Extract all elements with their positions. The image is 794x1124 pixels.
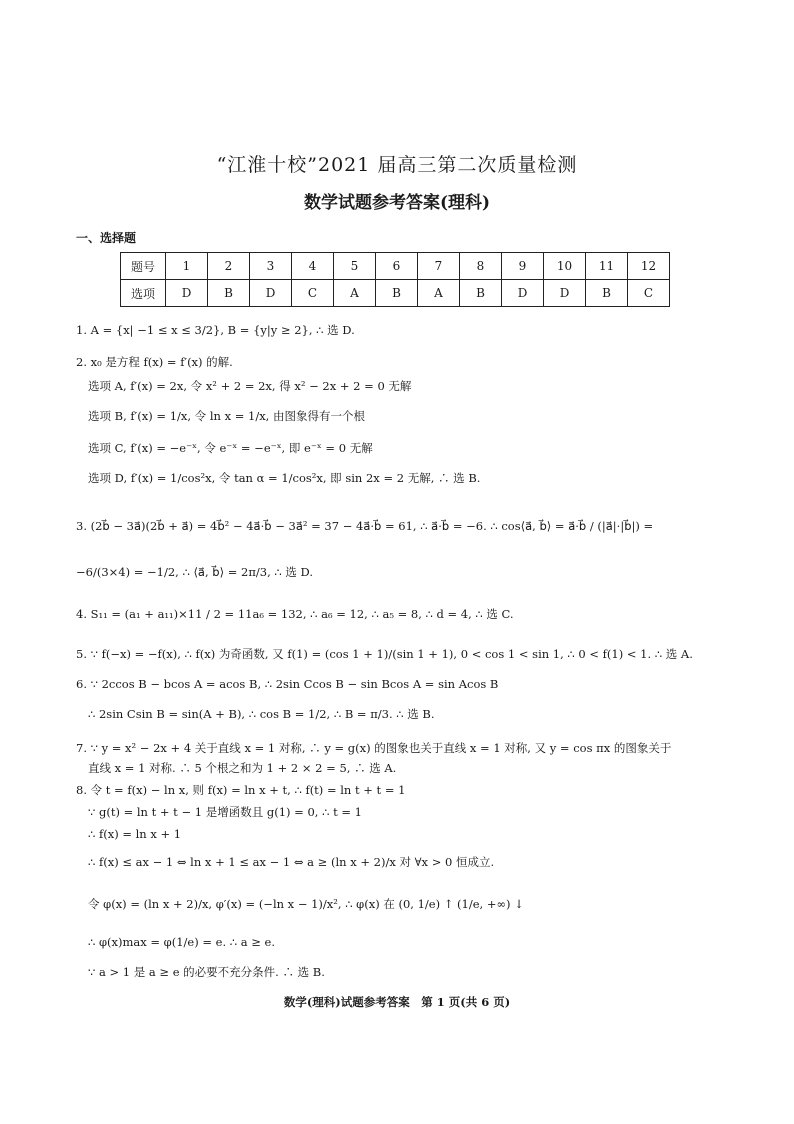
solution-line-2: 2. x₀ 是方程 f(x) = f′(x) 的解. bbox=[76, 355, 233, 369]
answer-cell: D bbox=[250, 280, 292, 307]
answer-cell: B bbox=[460, 280, 502, 307]
answer-cell: C bbox=[292, 280, 334, 307]
question-number: 8 bbox=[460, 253, 502, 280]
question-number: 1 bbox=[166, 253, 208, 280]
solution-line-8b: ∵ g(t) = ln t + t − 1 是增函数且 g(1) = 0, ∴ t = 1 bbox=[88, 805, 362, 819]
solution-line-2b: 选项 B, f′(x) = 1/x, 令 ln x = 1/x, 由图象得有一个根 bbox=[88, 409, 365, 423]
question-number: 5 bbox=[334, 253, 376, 280]
page-footer: 数学(理科)试题参考答案 第 1 页(共 6 页) bbox=[283, 995, 511, 1009]
question-number: 6 bbox=[376, 253, 418, 280]
solution-line-2d: 选项 D, f′(x) = 1/cos²x, 令 tan α = 1/cos²x, 即 sin 2x = 2 无解, ∴ 选 B. bbox=[88, 471, 481, 485]
answer-cell: A bbox=[334, 280, 376, 307]
solution-line-7b: 直线 x = 1 对称. ∴ 5 个根之和为 1 + 2 × 2 = 5, ∴ 选 A. bbox=[88, 761, 397, 775]
question-number: 12 bbox=[628, 253, 670, 280]
solution-line-8d: ∴ f(x) ≤ ax − 1 ⇔ ln x + 1 ≤ ax − 1 ⇔ a ≥ (ln x + 2)/x 对 ∀x > 0 恒成立. bbox=[88, 855, 495, 869]
solution-line-8c: ∴ f(x) = ln x + 1 bbox=[88, 827, 182, 841]
solution-line-8: 8. 令 t = f(x) − ln x, 则 f(x) = ln x + t, ∴ f(t) = ln t + t = 1 bbox=[76, 783, 406, 797]
table-row-answers bbox=[121, 280, 670, 307]
solution-line-3b: −6/(3×4) = −1/2, ∴ ⟨a⃗, b⃗⟩ = 2π/3, ∴ 选 D. bbox=[76, 565, 313, 579]
solution-line-1: 1. A = {x| −1 ≤ x ≤ 3/2}, B = {y|y ≥ 2}, ∴ 选 D. bbox=[76, 323, 355, 337]
question-number: 2 bbox=[208, 253, 250, 280]
answer-cell: C bbox=[628, 280, 670, 307]
solution-line-3: 3. (2b⃗ − 3a⃗)(2b⃗ + a⃗) = 4b⃗² − 4a⃗·b⃗ − 3a⃗² = 37 − 4a⃗·b⃗ = 61, ∴ a⃗·b⃗ = −6. ∴ cos⟨a⃗, b⃗⟩ = a⃗·b⃗ / (|a⃗|·|b⃗|) = bbox=[76, 519, 654, 533]
solution-line-5: 5. ∵ f(−x) = −f(x), ∴ f(x) 为奇函数, 又 f(1) = (cos 1 + 1)/(sin 1 + 1), 0 < cos 1 < sin 1, ∴ 0 < f(1) < 1. ∴ 选 A. bbox=[76, 647, 693, 661]
solution-line-8g: ∵ a > 1 是 a ≥ e 的必要不充分条件. ∴ 选 B. bbox=[88, 965, 325, 979]
answer-cell: B bbox=[586, 280, 628, 307]
solution-line-6: 6. ∵ 2ccos B − bcos A = acos B, ∴ 2sin Ccos B − sin Bcos A = sin Acos B bbox=[76, 677, 499, 691]
solution-line-4: 4. S₁₁ = (a₁ + a₁₁)×11 / 2 = 11a₆ = 132, ∴ a₆ = 12, ∴ a₅ = 8, ∴ d = 4, ∴ 选 C. bbox=[76, 607, 514, 621]
question-number: 7 bbox=[418, 253, 460, 280]
page-subtitle: 数学试题参考答案(理科) bbox=[303, 193, 491, 213]
solution-line-8f: ∴ φ(x)max = φ(1/e) = e. ∴ a ≥ e. bbox=[88, 935, 275, 949]
answer-cell: A bbox=[418, 280, 460, 307]
question-number: 11 bbox=[586, 253, 628, 280]
solution-line-2c: 选项 C, f′(x) = −e⁻ˣ, 令 e⁻ˣ = −e⁻ˣ, 即 e⁻ˣ = 0 无解 bbox=[88, 441, 373, 455]
answer-cell: B bbox=[376, 280, 418, 307]
row-label-answer: 选项 bbox=[121, 280, 166, 307]
solution-line-2a: 选项 A, f′(x) = 2x, 令 x² + 2 = 2x, 得 x² − 2x + 2 = 0 无解 bbox=[88, 379, 412, 393]
page-title: “江淮十校”2021 届高三第二次质量检测 bbox=[216, 154, 578, 176]
section-heading-choice: 一、选择题 bbox=[76, 231, 137, 245]
answer-cell: B bbox=[208, 280, 250, 307]
answer-table bbox=[120, 252, 670, 307]
table-row-numbers bbox=[121, 253, 670, 280]
solution-line-7: 7. ∵ y = x² − 2x + 4 关于直线 x = 1 对称, ∴ y = g(x) 的图象也关于直线 x = 1 对称, 又 y = cos πx 的图象关于 bbox=[76, 741, 672, 755]
answer-cell: D bbox=[502, 280, 544, 307]
question-number: 3 bbox=[250, 253, 292, 280]
question-number: 4 bbox=[292, 253, 334, 280]
solution-line-6b: ∴ 2sin Csin B = sin(A + B), ∴ cos B = 1/2, ∴ B = π/3. ∴ 选 B. bbox=[88, 707, 435, 721]
question-number: 10 bbox=[544, 253, 586, 280]
answer-cell: D bbox=[166, 280, 208, 307]
solution-line-8e: 令 φ(x) = (ln x + 2)/x, φ′(x) = (−ln x − 1)/x², ∴ φ(x) 在 (0, 1/e) ↑ (1/e, +∞) ↓ bbox=[88, 897, 524, 911]
question-number: 9 bbox=[502, 253, 544, 280]
row-label-number: 题号 bbox=[121, 253, 166, 280]
answer-cell: D bbox=[544, 280, 586, 307]
